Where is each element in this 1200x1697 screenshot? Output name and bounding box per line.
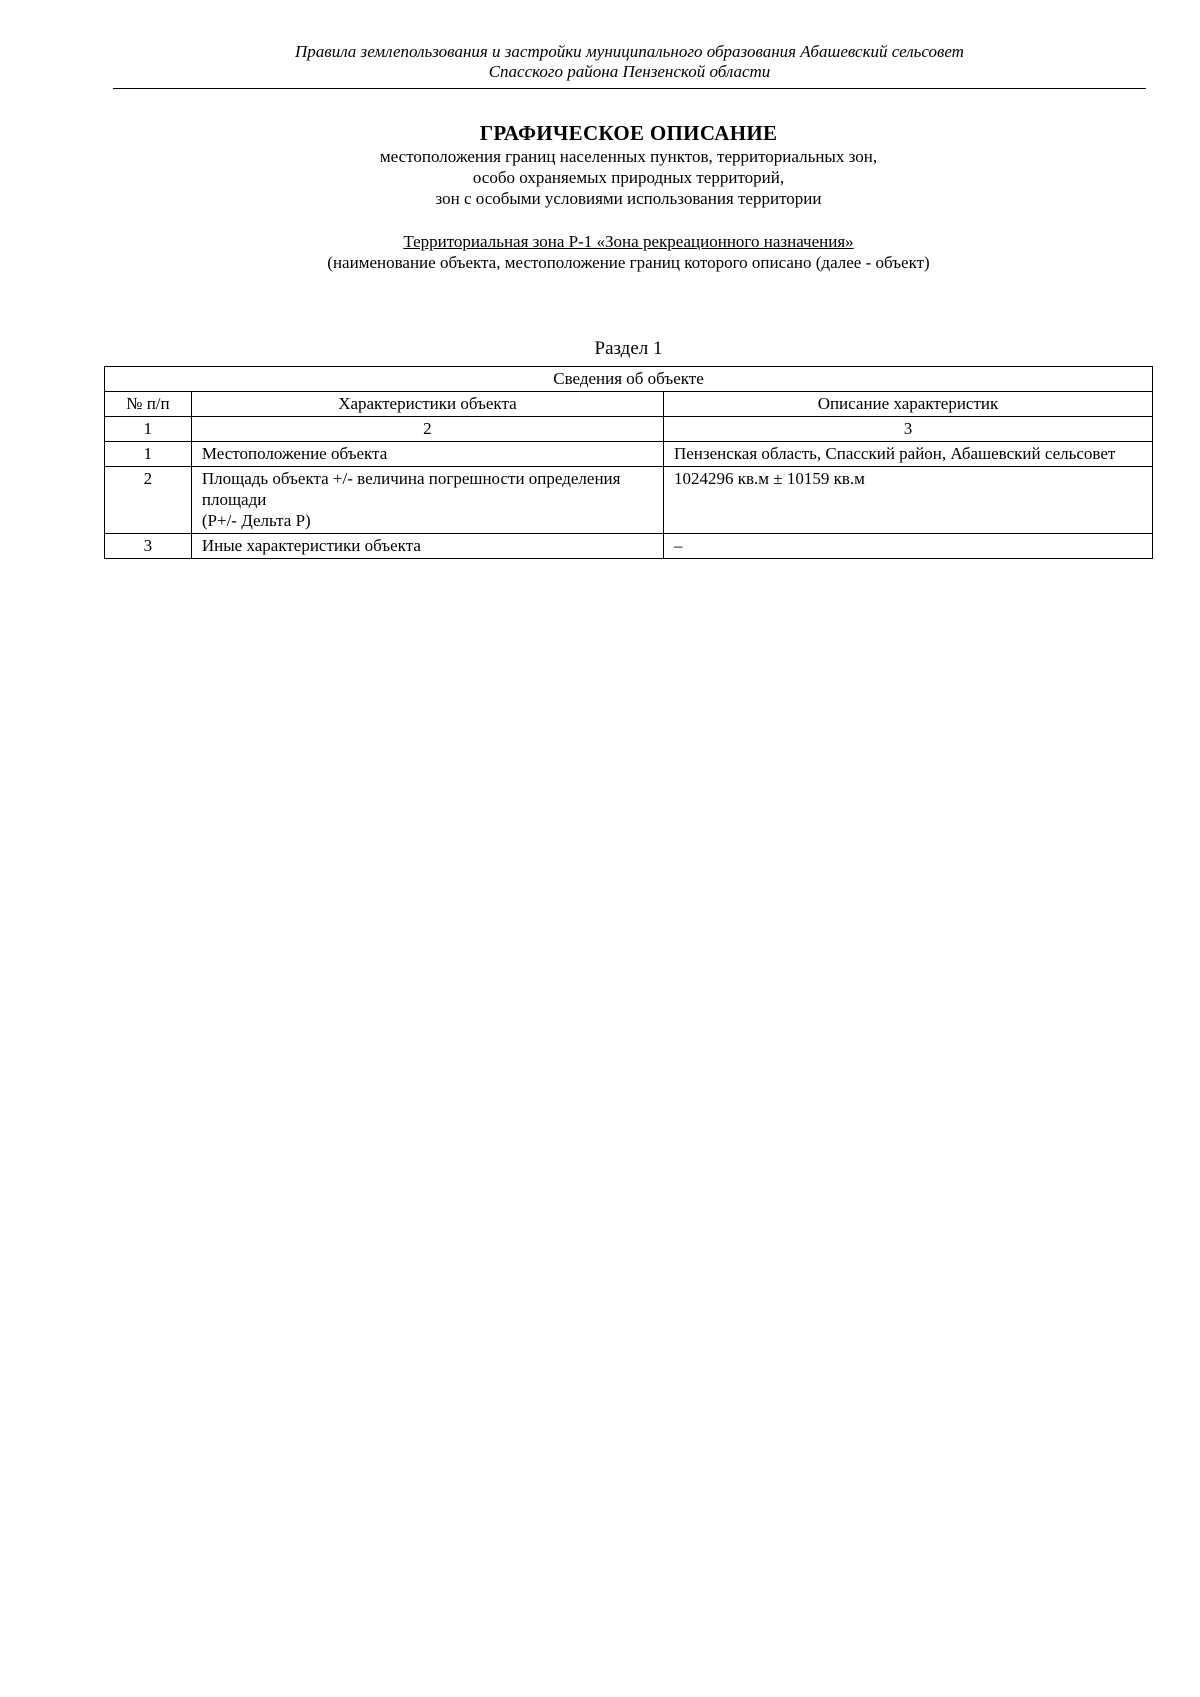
row-number-cell: 2 <box>105 467 192 534</box>
document-subtitle-line-3: зон с особыми условиями использования территории <box>435 189 822 208</box>
table-caption: Сведения об объекте <box>105 367 1153 392</box>
header-divider <box>113 88 1146 89</box>
characteristic-cell: Площадь объекта +/- величина погрешности определения площади (Р+/- Дельта Р) <box>191 467 663 534</box>
header-cell-description: Описание характеристик <box>663 392 1152 417</box>
characteristic-cell: Местоположение объекта <box>191 442 663 467</box>
table-row <box>105 467 1153 534</box>
row-number-cell: 3 <box>105 534 192 559</box>
object-caption: (наименование объекта, местоположение границ которого описано (далее - объект) <box>327 253 930 272</box>
characteristic-cell: Иные характеристики объекта <box>191 534 663 559</box>
running-header-line-1: Правила землепользования и застройки муниципального образования Абашевский сельсовет <box>295 42 964 61</box>
object-name: Территориальная зона Р-1 «Зона рекреационного назначения» <box>403 232 854 251</box>
table-header-row <box>105 392 1153 417</box>
header-cell-number: № п/п <box>105 392 192 417</box>
table-caption-row <box>105 367 1153 392</box>
description-cell: Пензенская область, Спасский район, Абашевский сельсовет <box>663 442 1152 467</box>
document-title: ГРАФИЧЕСКОЕ ОПИСАНИЕ <box>479 121 778 145</box>
section-title: Раздел 1 <box>594 338 663 359</box>
description-cell: 1024296 кв.м ± 10159 кв.м <box>663 467 1152 534</box>
document-subtitle-line-1: местоположения границ населенных пунктов, территориальных зон, <box>379 147 878 166</box>
running-header <box>113 42 1146 82</box>
header-cell-characteristic: Характеристики объекта <box>191 392 663 417</box>
row-number-cell: 1 <box>105 442 192 467</box>
column-number-cell: 2 <box>191 417 663 442</box>
title-block <box>100 120 1157 273</box>
description-cell: – <box>663 534 1152 559</box>
table-column-numbers-row <box>105 417 1153 442</box>
running-header-line-2: Спасского района Пензенской области <box>488 62 771 81</box>
column-number-cell: 1 <box>105 417 192 442</box>
table-row <box>105 442 1153 467</box>
document-subtitle-line-2: особо охраняемых природных территорий, <box>472 168 785 187</box>
object-info-table <box>104 366 1153 559</box>
column-number-cell: 3 <box>663 417 1152 442</box>
table-row <box>105 534 1153 559</box>
